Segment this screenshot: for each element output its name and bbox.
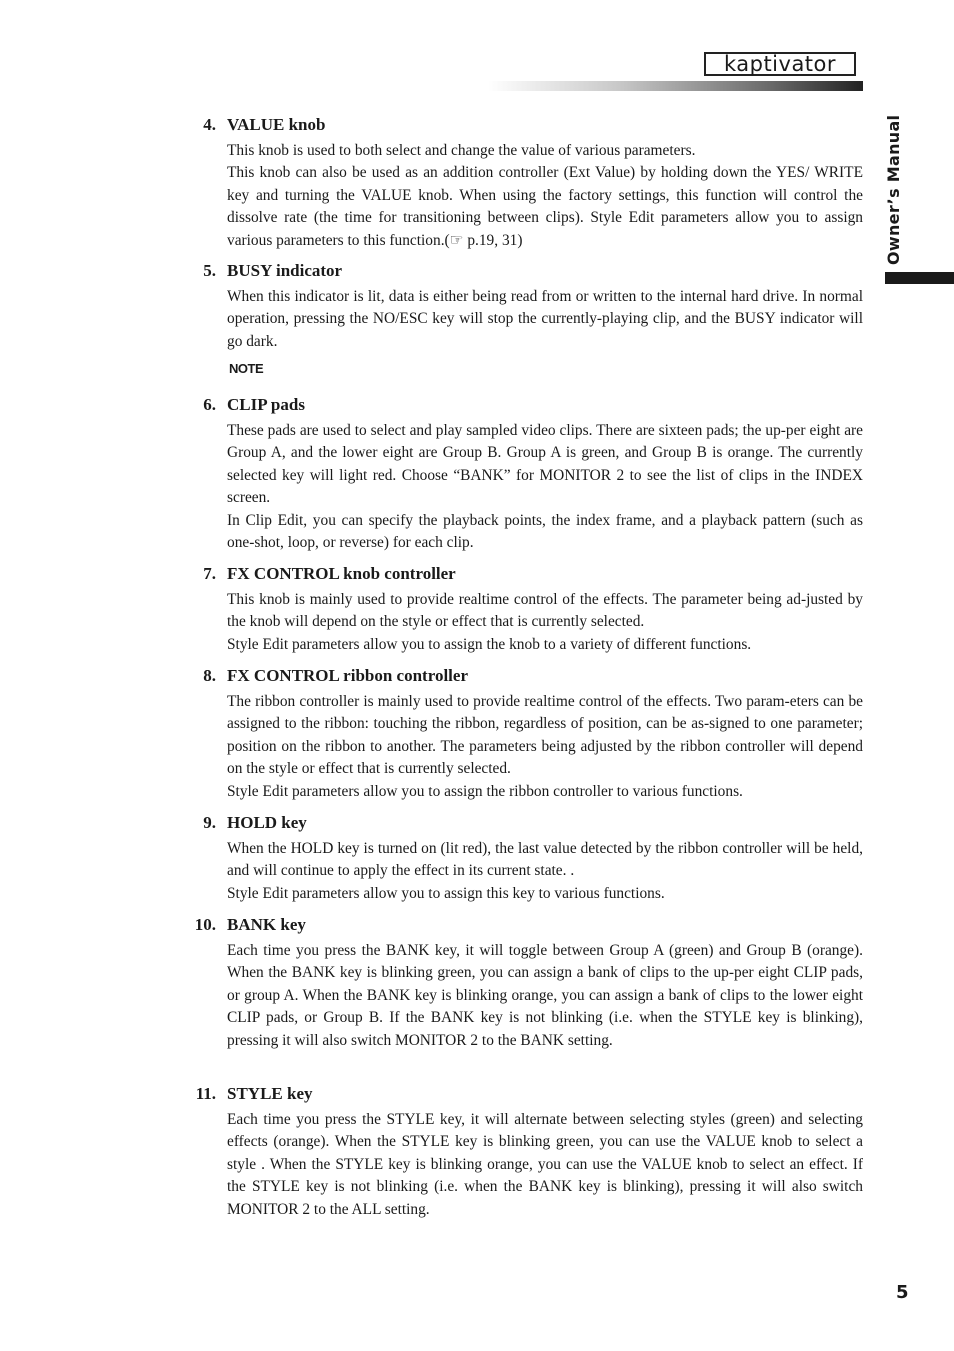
item-title: HOLD key — [227, 813, 307, 832]
brand-logo — [704, 52, 856, 76]
item-paragraph: This knob is used to both select and change the value of various parameters. — [227, 142, 696, 159]
item-title: STYLE key — [227, 1084, 313, 1103]
item-number: 4. — [203, 115, 216, 134]
item-number: 6. — [203, 395, 216, 414]
item-paragraph: Each time you press the BANK key, it will toggle between Group A (green) and Group B (orange). When the BANK key is blinking green, you can assign a bank of clips to the up-per eight CLIP pads, or group A. When the BANK key is blinking orange, you can assign a bank of clips to the lower eight CLIP pads, or Group B. If the BANK key is not blinking (i.e. when the STYLE key is blinking), pressing it will also switch MONITOR 2 to the BANK setting. — [227, 942, 863, 1049]
item-number: 10. — [194, 915, 216, 934]
item-number: 11. — [195, 1084, 216, 1103]
item-title: FX CONTROL knob controller — [227, 564, 456, 583]
item-paragraph: These pads are used to select and play sampled video clips. There are sixteen pads; the up-per eight are Group A, and the lower eight are Group B. Group A is green, and Group B is orange. The currently selected key will light red. Choose “BANK” for MONITOR 2 to see the list of clips in the INDEX screen. — [227, 422, 863, 507]
item-heading — [0, 114, 954, 136]
item-paragraph: Style Edit parameters allow you to assign this key to various functions. — [227, 884, 665, 902]
item-heading — [0, 812, 954, 834]
item-heading — [0, 914, 954, 936]
item-body — [227, 838, 863, 905]
item-paragraph: When the HOLD key is turned on (lit red), the last value detected by the ribbon controller will be held, and will continue to apply the effect in its current state. . — [227, 840, 863, 880]
side-label-text: Owner’s Manual — [884, 114, 903, 265]
item-paragraph: The ribbon controller is mainly used to provide realtime control of the effects. Two param-eters can be assigned to the ribbon: touching the ribbon, regardless of position, can be as-signed to one parameter; position on the ribbon to another. The parameters being adjusted by the ribbon controller will depend on the style or effect that is currently selected. — [227, 693, 863, 778]
item-body — [227, 420, 863, 554]
item-paragraph: Each time you press the STYLE key, it will alternate between selecting styles (green) and selecting effects (orange). When the STYLE key is blinking green, you can use the VALUE knob to select a style . When the STYLE key is blinking orange, you can use the VALUE knob to select an effect. If the STYLE key is not blinking (i.e. when the BANK key is blinking), pressing it will also switch MONITOR 2 to the ALL setting. — [227, 1111, 863, 1218]
item-title: FX CONTROL ribbon controller — [227, 666, 468, 685]
item-title: BUSY indicator — [227, 261, 343, 280]
item-body — [227, 286, 863, 381]
item-paragraph: In Clip Edit, you can specify the playback points, the index frame, and a playback pattern (such as one-shot, loop, or reverse) for each clip. — [227, 511, 863, 552]
item-paragraph: Style Edit parameters allow you to assign the ribbon controller to various functions. — [227, 782, 743, 800]
item-heading — [0, 394, 954, 416]
item-number: 9. — [203, 813, 216, 832]
item-body — [227, 1109, 863, 1221]
item-body — [227, 140, 863, 252]
item-number: 7. — [203, 564, 216, 583]
item-title: VALUE knob — [227, 115, 326, 134]
item-heading — [0, 665, 954, 687]
item-heading — [0, 563, 954, 585]
item-heading — [0, 1083, 954, 1105]
item-number: 8. — [203, 666, 216, 685]
item-number: 5. — [203, 261, 216, 280]
item-body — [227, 589, 863, 656]
item-paragraph: This knob is mainly used to provide realtime control of the effects. The parameter being ad-justed by the knob will depend on the style or effect that is currently selected. — [227, 591, 863, 631]
item-paragraph: Style Edit parameters allow you to assign the knob to a variety of different functions. — [227, 635, 752, 653]
item-paragraph: When this indicator is lit, data is either being read from or written to the internal hard drive. In normal operation, pressing the NO/ESC key will stop the currently-playing clip, and the BUSY indicator will go dark. — [227, 288, 863, 350]
item-title: BANK key — [227, 915, 306, 934]
item-paragraph: This knob can also be used as an addition controller (Ext Value) by holding down the YES/ WRITE key and turning the VALUE knob. When using the factory settings, this function will control the dissolve rate (the time for transitioning between clips). Style Edit parameters allow you to assign various parameters to this function.(☞ p.19, 31) — [227, 164, 863, 249]
brand-logo-text: kaptivator — [723, 51, 837, 76]
header-gradient-bar — [488, 81, 863, 91]
item-body — [227, 940, 863, 1052]
note-label: NOTE — [229, 361, 264, 377]
item-title: CLIP pads — [227, 395, 305, 414]
item-heading — [0, 260, 954, 282]
item-body — [227, 691, 863, 803]
page-number: 5 — [896, 1282, 909, 1303]
